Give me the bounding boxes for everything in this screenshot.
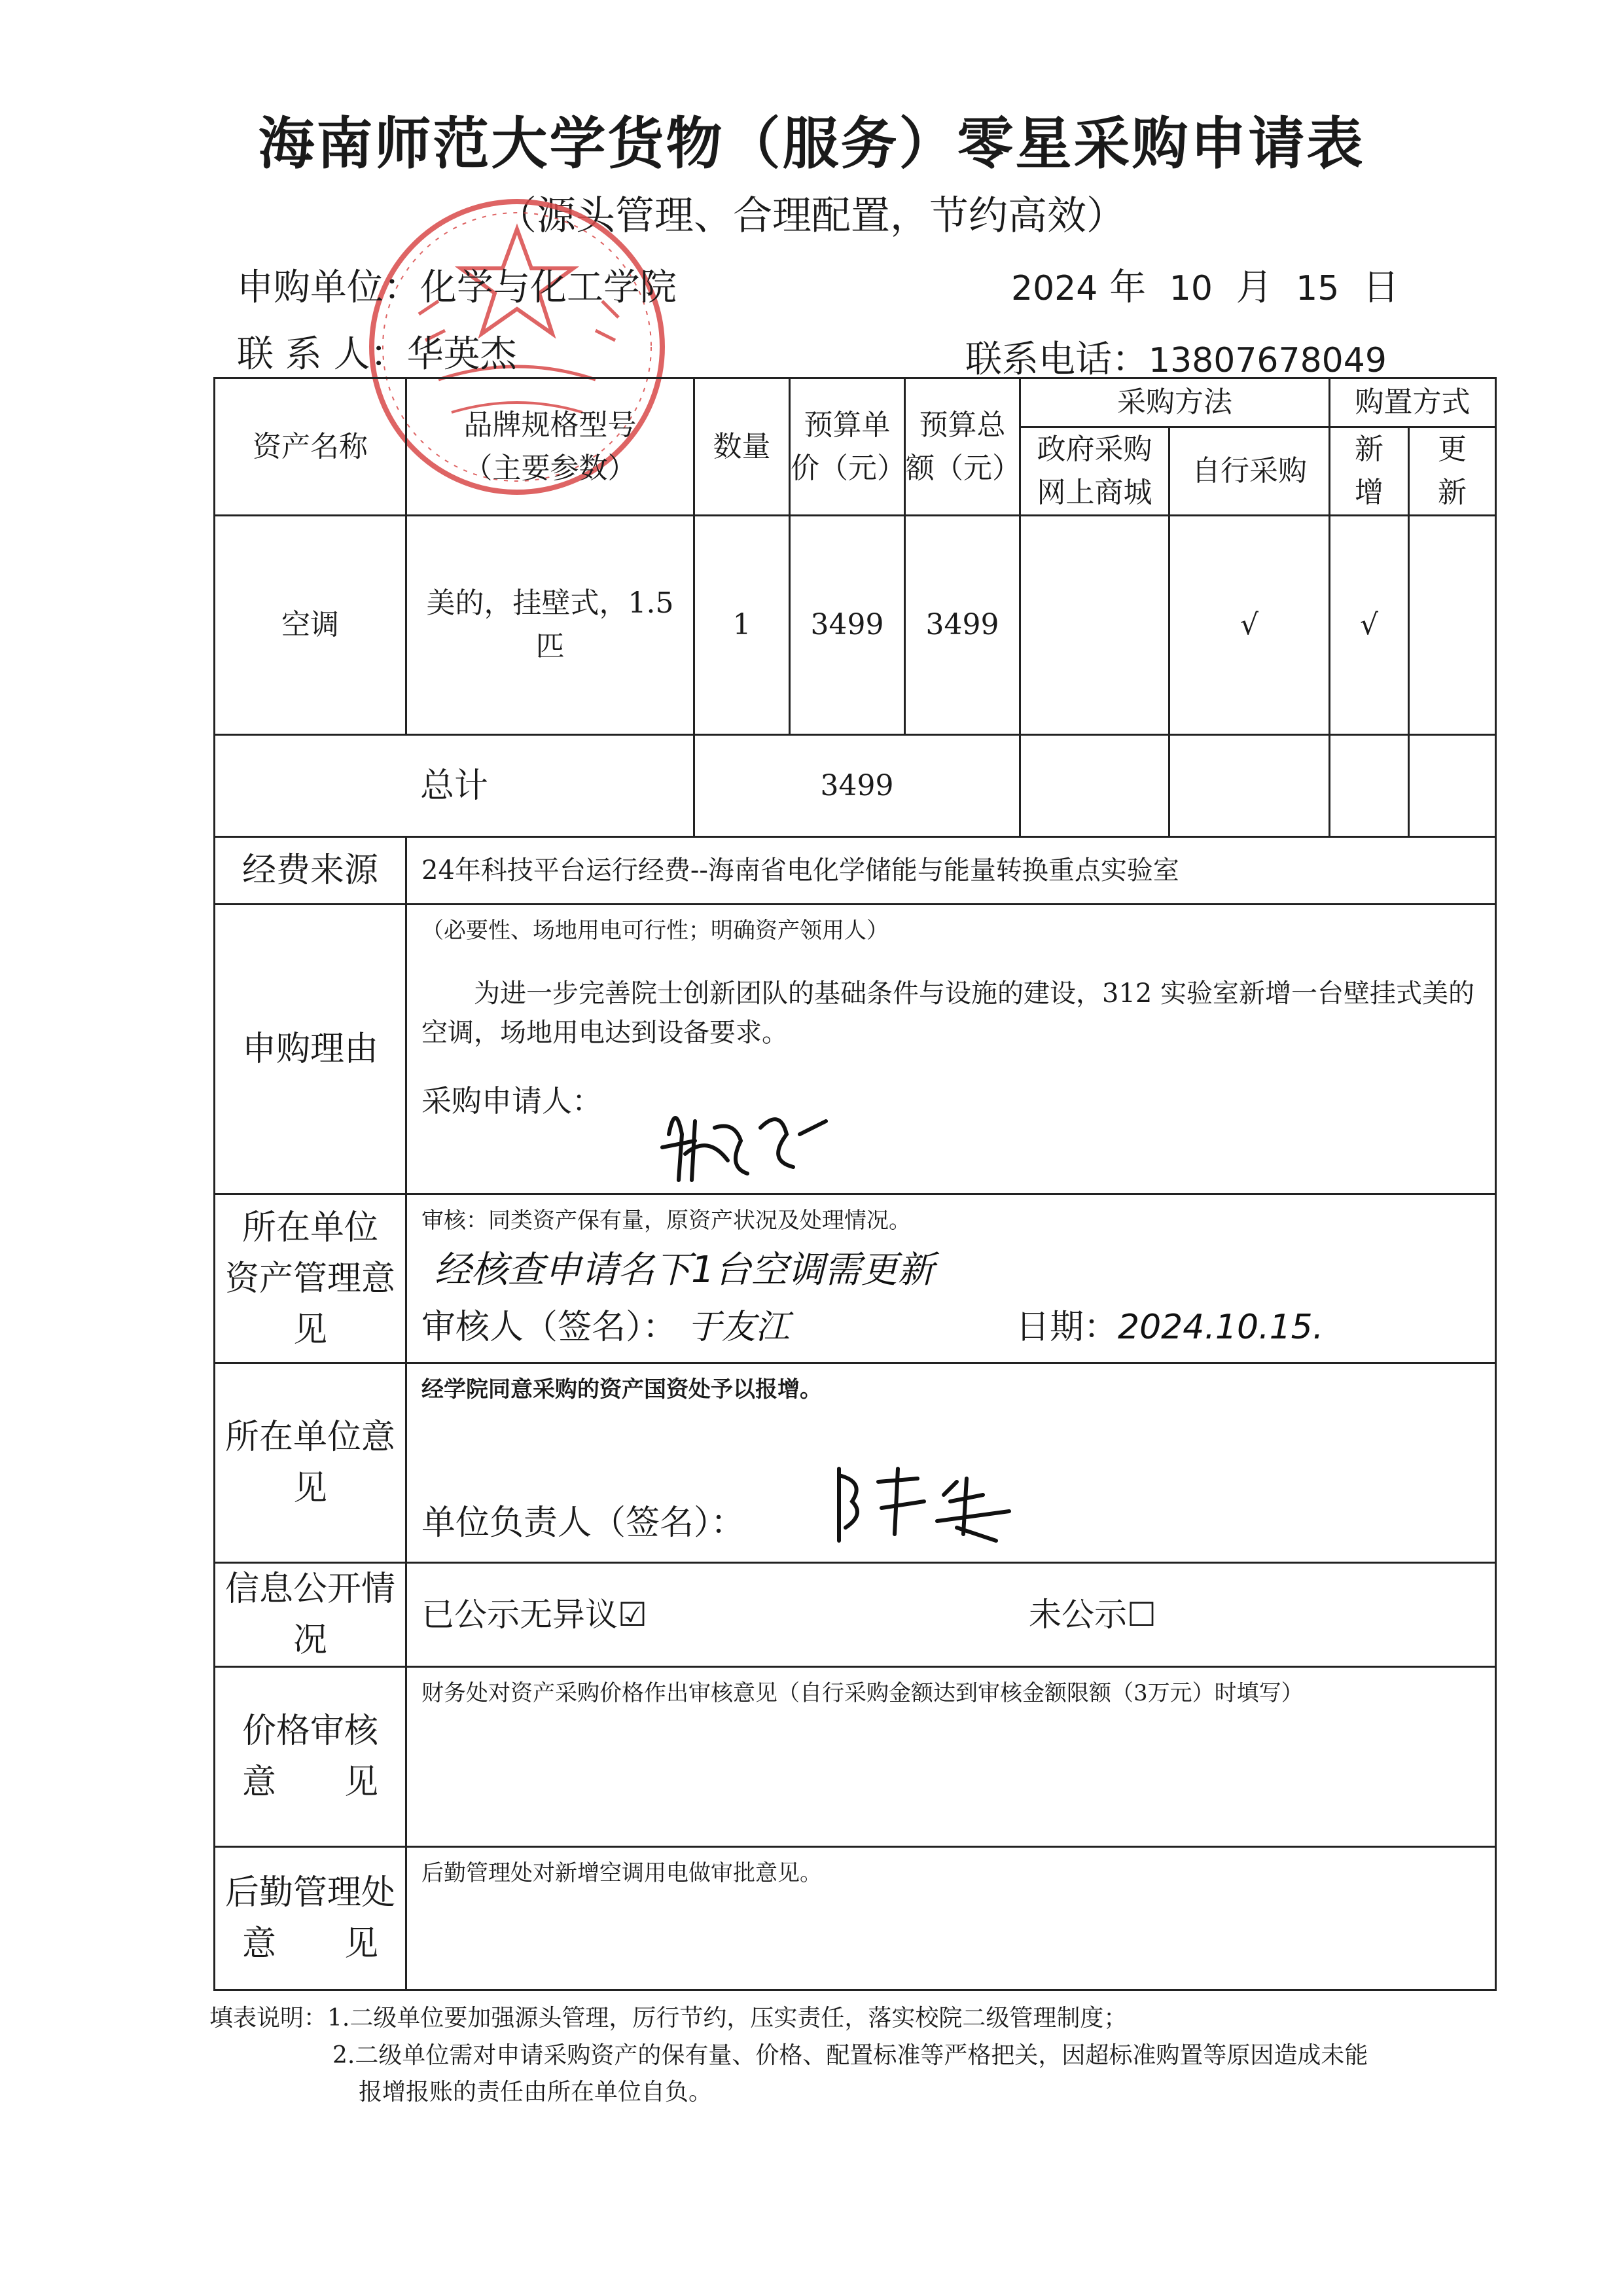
- header-brand-spec: [406, 378, 694, 516]
- review-date: [1016, 1302, 1323, 1353]
- header-renew-line1: 更: [1438, 433, 1467, 466]
- contact-phone: [965, 331, 1387, 383]
- reason-row: [215, 905, 1496, 1194]
- logistics-content: [406, 1847, 1496, 1990]
- header-unit-price-line1: 预算单: [804, 408, 891, 442]
- table-row: [215, 516, 1496, 735]
- date-year: 2024: [1011, 269, 1098, 308]
- total-empty-renew: [1409, 735, 1496, 837]
- unit-opinion-text: 经学院同意采购的资产国资处予以报增。: [421, 1376, 822, 1403]
- header-gov-procurement: [1020, 427, 1169, 516]
- price-review-label: [215, 1667, 406, 1847]
- cell-unit-price: 3499: [790, 516, 905, 735]
- logistics-label-line1: 后勤管理处: [224, 1873, 395, 1912]
- header-new-line1: 新: [1355, 433, 1383, 466]
- logistics-label-line2: 意 见: [241, 1924, 378, 1964]
- reason-text: 为进一步完善院士创新团队的基础条件与设施的建设，312 实验室新增一台壁挂式美的空调，场地用电达到设备要求。: [421, 978, 1475, 1048]
- header-brand-spec-sub: （主要参数）: [463, 451, 637, 485]
- reason-label: 申购理由: [215, 905, 406, 1194]
- price-review-text: 财务处对资产采购价格作出审核意见（自行采购金额达到审核金额限额（3万元）时填写）: [421, 1680, 1304, 1706]
- unit-head-label: 单位负责人（签名）：: [421, 1503, 745, 1543]
- total-label: 总计: [215, 735, 694, 837]
- header-unit-price-line2: 价（元）: [791, 451, 906, 485]
- logistics-text: 后勤管理处对新增空调用电做审批意见。: [421, 1860, 822, 1886]
- unit-opinion-label: 所在单位意见: [215, 1363, 406, 1563]
- reason-content: [406, 905, 1496, 1194]
- header-new-line2: 增: [1355, 476, 1383, 509]
- asset-opinion-label: [215, 1194, 406, 1363]
- unit-label: 申购单位：: [237, 266, 420, 309]
- date-day-unit: 日: [1362, 266, 1399, 309]
- application-date: [1011, 259, 1399, 311]
- cell-total: 3499: [905, 516, 1020, 735]
- logistics-row: [215, 1847, 1496, 1990]
- date-month: 10: [1169, 269, 1213, 308]
- disclosure-content: [406, 1563, 1496, 1667]
- form-subtitle: （源头管理、合理配置，节约高效）: [497, 193, 1126, 239]
- disclosure-row: [215, 1563, 1496, 1667]
- price-review-label-line1: 价格审核: [241, 1712, 378, 1751]
- footer-note-2: 2.二级单位需对申请采购资产的保有量、价格、配置标准等严格把关，因超标准购置等原因造成未能: [332, 2042, 1368, 2069]
- cell-brand-spec-line1: 美的，挂壁式，1.5: [426, 586, 674, 620]
- unit-head-signature: [826, 1456, 1022, 1547]
- header-brand-spec-main: 品牌规格型号: [463, 408, 637, 442]
- header-renew-line2: 新: [1438, 476, 1467, 509]
- funding-row: [215, 837, 1496, 905]
- price-review-content: [406, 1667, 1496, 1847]
- contact-value: 华英杰: [406, 333, 517, 376]
- price-review-row: [215, 1667, 1496, 1847]
- reviewer-signature: 于友江: [687, 1308, 790, 1347]
- asset-opinion-content: [406, 1194, 1496, 1363]
- header-self-purchase: 自行采购: [1169, 427, 1330, 516]
- logistics-label: [215, 1847, 406, 1990]
- total-empty-self: [1169, 735, 1330, 837]
- header-asset-name: 资产名称: [215, 378, 406, 516]
- asset-opinion-label-line2: 资产管理意见: [224, 1259, 395, 1350]
- review-date-label: 日期：: [1016, 1308, 1118, 1347]
- header-unit-price: [790, 378, 905, 516]
- date-day: 15: [1296, 269, 1340, 308]
- cell-quantity: 1: [694, 516, 790, 735]
- cell-asset-name: 空调: [215, 516, 406, 735]
- form-title: 海南师范大学货物（服务）零星采购申请表: [258, 111, 1365, 177]
- contact-person: [237, 325, 517, 378]
- purchase-form-table: [213, 377, 1497, 1991]
- date-year-unit: 年: [1109, 266, 1147, 309]
- cell-brand-spec-line2: 匹: [535, 630, 565, 663]
- date-month-unit: 月: [1236, 266, 1273, 309]
- asset-opinion-row: [215, 1194, 1496, 1363]
- asset-opinion-label-line1: 所在单位: [241, 1208, 378, 1247]
- reviewer-line: [421, 1302, 1480, 1353]
- reason-hint: （必要性、场地用电可行性；明确资产领用人）: [421, 918, 889, 944]
- asset-opinion-handwritten: 经核查申请名下1台空调需更新: [435, 1249, 935, 1291]
- funding-value: 24年科技平台运行经费--海南省电化学储能与能量转换重点实验室: [406, 837, 1496, 905]
- cell-brand-spec: [406, 516, 694, 735]
- applicant-signature: [656, 1095, 839, 1187]
- unit-opinion-row: [215, 1363, 1496, 1563]
- applicant-unit: [237, 259, 677, 311]
- cell-self-purchase-check: √: [1169, 516, 1330, 735]
- header-total-line1: 预算总: [919, 408, 1006, 442]
- funding-label: 经费来源: [215, 837, 406, 905]
- header-total-line2: 额（元）: [906, 451, 1021, 485]
- cell-renew-check: [1409, 516, 1496, 735]
- cell-gov-procurement: [1020, 516, 1169, 735]
- contact-label: 联 系 人：: [237, 333, 407, 376]
- header-gov-line1: 政府采购: [1037, 433, 1152, 466]
- total-value: 3499: [694, 735, 1020, 837]
- header-gov-line2: 网上商城: [1037, 476, 1152, 509]
- header-new: [1330, 427, 1409, 516]
- header-quantity: 数量: [694, 378, 790, 516]
- disclosure-label: 信息公开情况: [215, 1563, 406, 1667]
- applicant-label: 采购申请人：: [421, 1083, 602, 1119]
- asset-opinion-hint: 审核：同类资产保有量，原资产状况及处理情况。: [421, 1208, 911, 1234]
- review-date-value: 2024.10.15.: [1118, 1308, 1324, 1347]
- footer-note-3: 报增报账的责任由所在单位自负。: [359, 2079, 713, 2106]
- reviewer-label: 审核人（签名）：: [421, 1308, 677, 1347]
- unit-value: 化学与化工学院: [420, 266, 677, 309]
- disclosure-done-checkbox[interactable]: 已公示无异议☑: [421, 1595, 647, 1634]
- total-empty-gov: [1020, 735, 1169, 837]
- phone-label: 联系电话：: [965, 338, 1149, 381]
- price-review-label-line2: 意 见: [241, 1763, 378, 1802]
- unit-opinion-content: [406, 1363, 1496, 1563]
- footer-note-1: 填表说明：1.二级单位要加强源头管理，厉行节约，压实责任，落实校院二级管理制度；: [209, 2005, 1128, 2032]
- header-acquire-method: 购置方式: [1330, 378, 1496, 427]
- phone-value: 13807678049: [1149, 341, 1387, 380]
- total-empty-new: [1330, 735, 1409, 837]
- total-row: [215, 735, 1496, 837]
- disclosure-not-done-checkbox[interactable]: 未公示☐: [1029, 1595, 1156, 1634]
- header-purchase-method: 采购方法: [1020, 378, 1330, 427]
- cell-new-check: √: [1330, 516, 1409, 735]
- header-total-amount: [905, 378, 1020, 516]
- header-renew: [1409, 427, 1496, 516]
